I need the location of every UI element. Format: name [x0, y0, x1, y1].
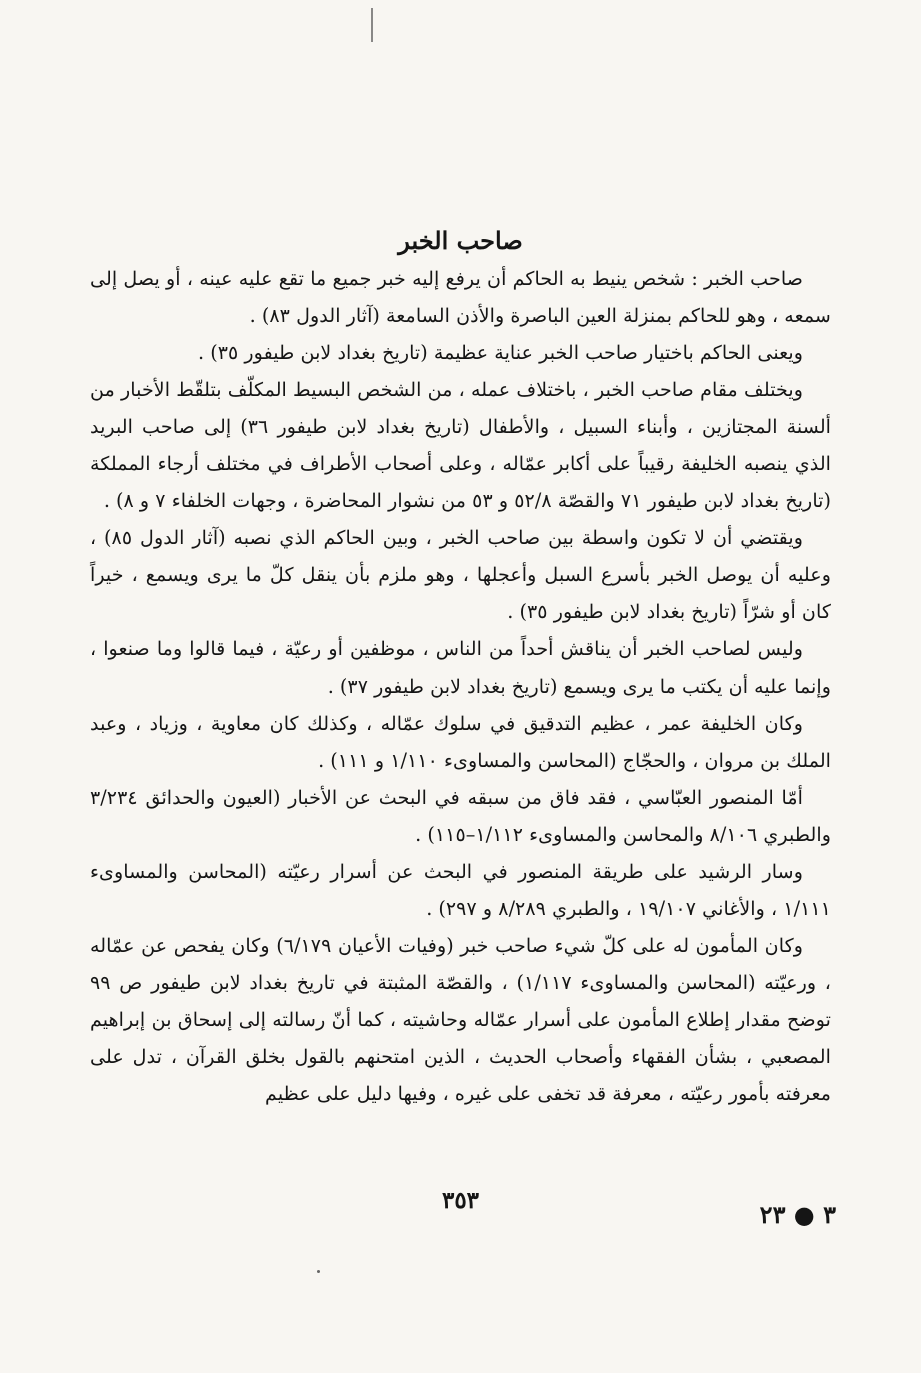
page-number: ٣٥٣: [441, 1187, 480, 1214]
paragraph-6: وكان الخليفة عمر ، عظيم التدقيق في سلوك عمّاله ، وكذلك كان معاوية ، وزياد ، وعبد الملك بن مروان ، والحجّاج (المحاسن والمساوىء ١/١١٠ و ١١١) .: [90, 711, 831, 772]
paragraph-2: ويعنى الحاكم باختيار صاحب الخبر عناية عظيمة (تاريخ بغداد لابن طيفور ٣٥) .: [198, 341, 803, 365]
top-margin-mark: [371, 8, 373, 42]
main-text: [90, 260, 831, 1112]
paragraph-5: وليس لصاحب الخبر أن يناقش أحداً من الناس ، موظفين أو رعيّة ، فيما قالوا وما صنعوا ، وإنما عليه أن يكتب ما يرى ويسمع (تاريخ بغداد لابن طيفور ٣٧) .: [90, 637, 831, 698]
paper-speck: [317, 1270, 320, 1273]
paragraph-3: ويختلف مقام صاحب الخبر ، باختلاف عمله ، من الشخص البسيط المكلّف بتلقّط الأخبار من ألسنة المجتازين ، وأبناء السبيل ، والأطفال (تاريخ بغداد لابن طيفور ٣٦) إلى صاحب البريد الذي ينصبه الخليفة رقيباً على أكابر عمّاله ، وعلى أصحاب الأطراف في مختلف أرجاء المملكة (تاريخ بغداد لابن طيفور ٧١ والقصّة ٥٢/٨ و ٥٣ من نشوار المحاضرة ، وجهات الخلفاء ٧ و ٨) .: [90, 378, 831, 513]
paragraph-1: صاحب الخبر : شخص ينيط به الحاكم أن يرفع إليه خبر جميع ما تقع عليه عينه ، أو يصل إلى سمعه ، وهو للحاكم بمنزلة العين الباصرة والأذن السامعة (آثار الدول ٨٣) .: [90, 267, 831, 328]
page-title: صاحب الخبر: [398, 226, 523, 256]
paragraph-4: ويقتضي أن لا تكون واسطة بين صاحب الخبر ، وبين الحاكم الذي نصبه (آثار الدول ٨٥) ، وعليه أن يوصل الخبر بأسرع السبل وأعجلها ، وهو ملزم بأن ينقل كلّ ما يرى ويسمع ، خيراً كان أو شرّاً (تاريخ بغداد لابن طيفور ٣٥) .: [90, 526, 831, 624]
printer-signature: ٣ ● ٢٣: [759, 1200, 836, 1229]
paragraph-7: أمّا المنصور العبّاسي ، فقد فاق من سبقه في البحث عن الأخبار (العيون والحدائق ٣/٢٣٤ والطبري ٨/١٠٦ والمحاسن والمساوىء ١/١١٢–١١٥) .: [90, 785, 831, 846]
paragraph-8: وسار الرشيد على طريقة المنصور في البحث عن أسرار رعيّته (المحاسن والمساوىء ١/١١١ ، والأغاني ١٩/١٠٧ ، والطبري ٨/٢٨٩ و ٢٩٧) .: [90, 859, 831, 920]
paragraph-9: وكان المأمون له على كلّ شيء صاحب خبر (وفيات الأعيان ٦/١٧٩) وكان يفحص عن عمّاله ، ورعيّته (المحاسن والمساوىء ١/١١٧) ، والقصّة المثبتة في تاريخ بغداد لابن طيفور ص ٩٩ توضح مقدار إطلاع المأمون على أسرار عمّاله وحاشيته ، كما أنّ رسالته إلى إسحاق بن إبراهيم المصعبي ، بشأن الفقهاء وأصحاب الحديث ، الذين امتحنهم بالقول بخلق القرآن ، تدل على معرفته بأمور رعيّته ، معرفة قد تخفى على غيره ، وفيها دليل على عظيم: [90, 933, 831, 1106]
